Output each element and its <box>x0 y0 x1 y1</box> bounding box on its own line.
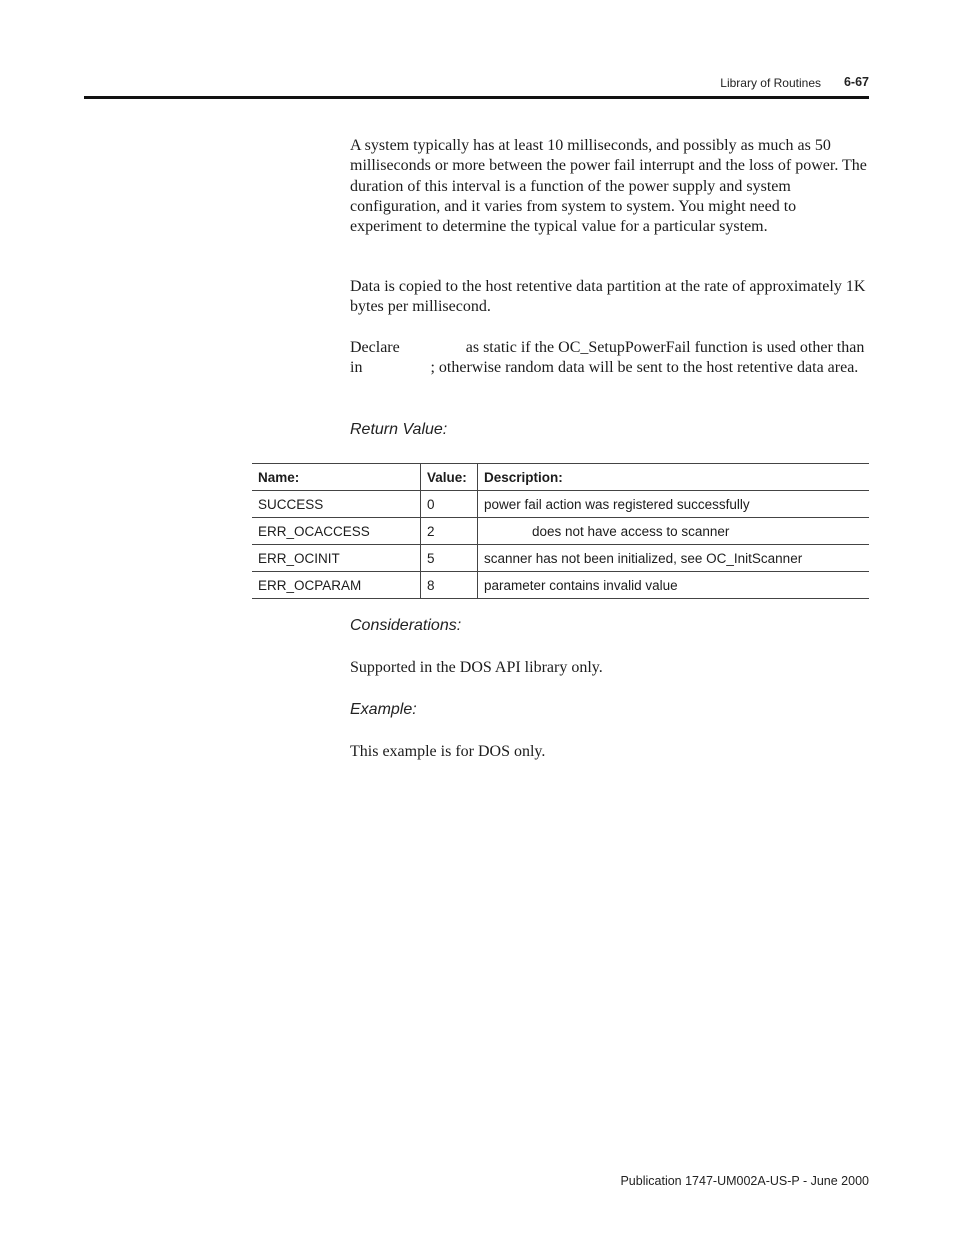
return-value-heading-wrap <box>350 421 870 439</box>
return-value-table <box>252 463 869 599</box>
publication-footer: Publication 1747-UM002A-US-P - June 2000 <box>620 1174 869 1188</box>
paragraph-fragment: as static if the OC_SetupPowerFail function is used other than in <box>350 339 865 377</box>
cell-value: 0 <box>421 491 478 518</box>
table-row <box>252 518 869 545</box>
cell-value: 2 <box>421 518 478 545</box>
header-rule <box>84 96 869 99</box>
example-heading: Example: <box>350 701 417 718</box>
considerations-text: Supported in the DOS API library only. <box>350 659 603 676</box>
paragraph-power-fail-interval <box>350 136 870 237</box>
table-row <box>252 491 869 518</box>
considerations-heading-wrap <box>350 617 870 635</box>
example-heading-wrap <box>350 701 870 719</box>
example-text-wrap <box>350 742 870 762</box>
cell-name: ERR_OCACCESS <box>252 518 421 545</box>
example-text: This example is for DOS only. <box>350 743 546 760</box>
cell-name: ERR_OCINIT <box>252 545 421 572</box>
cell-description <box>478 518 870 545</box>
paragraph-text: Data is copied to the host retentive data partition at the rate of approximately 1K bytes per millisecond. <box>350 278 866 316</box>
paragraph-text <box>350 338 870 379</box>
paragraph-declare-static <box>350 338 870 379</box>
return-value-heading: Return Value: <box>350 421 448 438</box>
column-header-description: Description: <box>478 464 870 491</box>
cell-description-text: does not have access to scanner <box>532 523 730 539</box>
cell-name: SUCCESS <box>252 491 421 518</box>
cell-name: ERR_OCPARAM <box>252 572 421 599</box>
considerations-heading: Considerations: <box>350 617 462 634</box>
table-header-row <box>252 464 869 491</box>
considerations-text-wrap <box>350 658 870 678</box>
column-header-value: Value: <box>421 464 478 491</box>
table-row <box>252 572 869 599</box>
table-row <box>252 545 869 572</box>
paragraph-fragment: Declare <box>350 339 400 356</box>
paragraph-text: A system typically has at least 10 milliseconds, and possibly as much as 50 milliseconds or more between the power fail interrupt and the loss of power. The duration of this interval is a function of the power supply and system configuration, and it varies from system to system. You might need to experiment to determine the typical value for a particular system. <box>350 137 867 236</box>
cell-description: scanner has not been initialized, see OC_InitScanner <box>478 545 870 572</box>
column-header-name: Name: <box>252 464 421 491</box>
page-number: 6-67 <box>843 75 869 89</box>
cell-value: 8 <box>421 572 478 599</box>
section-title: Library of Routines <box>720 76 821 90</box>
cell-description: parameter contains invalid value <box>478 572 870 599</box>
cell-value: 5 <box>421 545 478 572</box>
paragraph-copy-rate <box>350 277 870 318</box>
page-header <box>84 73 869 93</box>
paragraph-fragment: ; otherwise random data will be sent to the host retentive data area. <box>430 359 859 377</box>
cell-description: power fail action was registered successfully <box>478 491 870 518</box>
